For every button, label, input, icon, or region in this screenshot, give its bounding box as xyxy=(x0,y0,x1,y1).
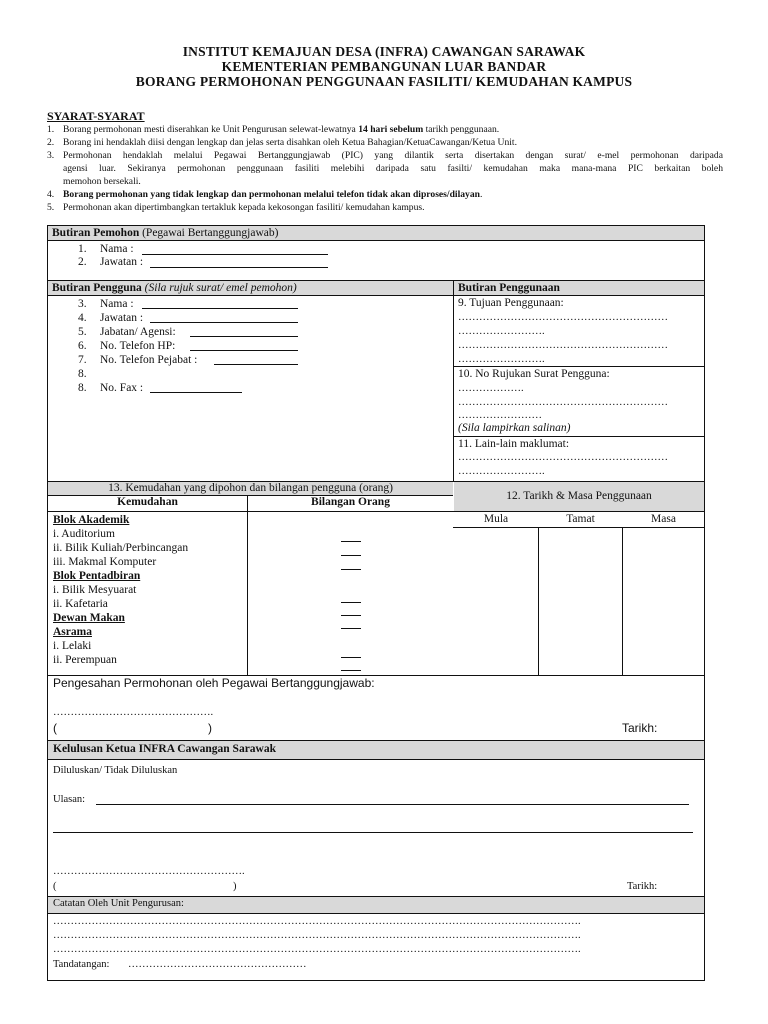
condition-num: 1. xyxy=(47,124,55,135)
purpose-dots[interactable]: …………………………………………………… xyxy=(458,312,668,323)
condition-text: Permohonan akan dipertimbangkan tertakluk kepada kekosongan fasiliti/ kemudahan kampus. xyxy=(63,202,425,213)
ref-dots[interactable]: …………………………………………………… xyxy=(458,397,668,408)
user-heading: Butiran Pengguna (Sila rujuk surat/ emel pemohon) xyxy=(52,282,297,294)
schedule-title: 12. Tarikh & Masa Penggunaan xyxy=(506,490,652,502)
condition-bold: 14 hari sebelum xyxy=(358,124,424,135)
other-info-dots[interactable]: ……………………. xyxy=(458,466,545,477)
user-fields xyxy=(78,297,197,395)
end-date-cell[interactable] xyxy=(539,528,622,675)
user-agency-line[interactable] xyxy=(190,336,298,337)
count-input[interactable] xyxy=(341,657,361,658)
condition-text: . xyxy=(479,189,483,200)
time-col-header: Masa xyxy=(651,513,676,525)
condition-item xyxy=(47,149,723,188)
remark-line[interactable] xyxy=(96,804,689,805)
count-input[interactable] xyxy=(341,602,361,603)
count-col-header: Bilangan Orang xyxy=(311,496,390,508)
user-office-phone-line[interactable] xyxy=(214,364,298,365)
facility-group-hostel: Asrama xyxy=(53,626,92,638)
condition-num: 2. xyxy=(47,137,55,148)
condition-text: memohon bersekali. xyxy=(63,176,141,187)
user-position-line[interactable] xyxy=(150,322,298,323)
facility-cafeteria[interactable]: ii. Kafetaria xyxy=(53,598,108,610)
endorsement-date-label: Tarikh: xyxy=(622,721,658,735)
conditions-heading: SYARAT-SYARAT xyxy=(47,109,145,123)
condition-bold: Borang permohonan yang tidak lengkap dan permohonan melalui telefon tidak akan diproses/dilayan xyxy=(63,189,480,200)
facility-hostel-male[interactable]: i. Lelaki xyxy=(53,640,92,652)
condition-text: Borang permohonan mesti diserahkan ke Unit Pengurusan selewat-lewatnya xyxy=(63,124,359,135)
other-info-label: 11. Lain-lain maklumat: xyxy=(458,438,570,450)
form-title: BORANG PERMOHONAN PENGGUNAAN FASILITI/ KEMUDAHAN KAMPUS xyxy=(135,74,633,89)
facility-lecture-room[interactable]: ii. Bilik Kuliah/Perbincangan xyxy=(53,542,189,554)
condition-num: 4. xyxy=(47,189,55,200)
facility-dining-hall[interactable]: Dewan Makan xyxy=(53,612,125,624)
remark-line[interactable] xyxy=(53,832,693,833)
user-name-line[interactable] xyxy=(142,308,298,309)
header-line-2: KEMENTERIAN PEMBANGUNAN LUAR BANDAR xyxy=(221,59,547,74)
applicant-name-field[interactable]: 1. Nama : xyxy=(78,243,134,255)
user-position-field[interactable]: 4. Jawatan : xyxy=(78,312,144,324)
user-mobile-line[interactable] xyxy=(190,350,298,351)
conditions-list xyxy=(47,123,723,214)
condition-num: 5. xyxy=(47,202,55,213)
count-input[interactable] xyxy=(341,615,361,616)
notes-line[interactable]: ……………………………………………………………………………………………………………………………………. xyxy=(53,930,581,941)
other-info-dots[interactable]: …………………………………………………… xyxy=(458,452,668,463)
endorsement-paren-open: ( xyxy=(53,721,57,735)
notes-line[interactable]: ……………………………………………………………………………………………………………………………………. xyxy=(53,916,581,927)
endorsement-paren-close: ) xyxy=(208,721,212,735)
facility-meeting-room[interactable]: i. Bilik Mesyuarat xyxy=(53,584,137,596)
user-office-phone-field[interactable]: 7. No. Telefon Pejabat : xyxy=(78,354,198,366)
condition-text: Borang ini hendaklah diisi dengan lengkap dan jelas serta disahkan oleh Ketua Bahagian/KetuaCawangan/Ketua Unit. xyxy=(63,137,517,148)
usage-heading: Butiran Penggunaan xyxy=(458,282,560,294)
purpose-dots[interactable]: ……………………. xyxy=(458,354,545,365)
user-name-field[interactable]: 3. Nama : xyxy=(78,298,134,310)
start-date-cell[interactable] xyxy=(454,528,538,675)
ref-dots[interactable]: ………………. xyxy=(458,383,524,394)
time-cell[interactable] xyxy=(623,528,704,675)
facility-col-header: Kemudahan xyxy=(117,496,178,508)
endorsement-label: Pengesahan Permohonan oleh Pegawai Bertanggungjawab: xyxy=(53,676,375,690)
condition-item xyxy=(47,201,723,214)
header-line-1: INSTITUT KEMAJUAN DESA (INFRA) CAWANGAN SARAWAK xyxy=(182,44,586,59)
purpose-dots[interactable]: ……………………. xyxy=(458,326,545,337)
condition-num: 3. xyxy=(47,150,55,161)
condition-item xyxy=(47,136,723,149)
facility-group-academic: Blok Akademik xyxy=(53,514,130,526)
facility-computer-lab[interactable]: iii. Makmal Komputer xyxy=(53,556,157,568)
purpose-dots[interactable]: …………………………………………………… xyxy=(458,340,668,351)
user-blank-field[interactable]: 8. xyxy=(78,368,87,380)
remark-label: Ulasan: xyxy=(53,794,86,805)
applicant-position-line[interactable] xyxy=(150,267,328,268)
count-input[interactable] xyxy=(341,670,361,671)
attach-note: (Sila lampirkan salinan) xyxy=(458,422,571,434)
facility-auditorium[interactable]: i. Auditorium xyxy=(53,528,115,540)
signature-label: Tandatangan: xyxy=(53,959,110,970)
facility-hostel-female[interactable]: ii. Perempuan xyxy=(53,654,117,666)
user-fax-line[interactable] xyxy=(150,392,242,393)
condition-text: tarikh penggunaan. xyxy=(423,124,500,135)
approval-paren-close: ) xyxy=(233,881,237,892)
condition-item xyxy=(47,123,723,136)
count-input[interactable] xyxy=(341,555,361,556)
notes-line[interactable]: ……………………………………………………………………………………………………………………………………. xyxy=(53,944,581,955)
user-agency-field[interactable]: 5. Jabatan/ Agensi: xyxy=(78,326,176,338)
facility-section-title: 13. Kemudahan yang dipohon dan bilangan pengguna (orang) xyxy=(108,482,393,494)
facility-group-admin: Blok Pentadbiran xyxy=(53,570,141,582)
user-mobile-field[interactable]: 6. No. Telefon HP: xyxy=(78,340,176,352)
user-fax-field[interactable]: 8. No. Fax : xyxy=(78,382,144,394)
facility-list xyxy=(53,513,188,667)
count-input[interactable] xyxy=(341,628,361,629)
end-col-header: Tamat xyxy=(566,513,595,525)
approval-signature-dots[interactable]: ………………………………………………. xyxy=(53,866,245,877)
notes-heading: Catatan Oleh Unit Pengurusan: xyxy=(53,898,184,909)
approval-date-label: Tarikh: xyxy=(627,881,658,892)
signature-dots[interactable]: …………………………………………… xyxy=(128,959,307,970)
approval-heading: Kelulusan Ketua INFRA Cawangan Sarawak xyxy=(53,743,277,755)
applicant-heading: Butiran Pemohon (Pegawai Bertanggungjawab) xyxy=(52,227,279,239)
condition-item xyxy=(47,188,723,201)
applicant-position-field[interactable]: 2. Jawatan : xyxy=(78,256,144,268)
applicant-name-line[interactable] xyxy=(142,254,328,255)
endorsement-signature-dots[interactable]: ………………………………………. xyxy=(53,707,214,718)
count-input[interactable] xyxy=(341,569,361,570)
condition-text: Permohonan hendaklah melalui Pegawai Bertanggungjawab (PIC) yang dilantik serta disertakan dengan surat/ e-mel permohonan daripada xyxy=(63,150,723,161)
approval-status[interactable]: Diluluskan/ Tidak Diluluskan xyxy=(53,765,178,776)
ref-label: 10. No Rujukan Surat Pengguna: xyxy=(458,368,610,380)
approval-paren-open: ( xyxy=(53,881,57,892)
start-col-header: Mula xyxy=(483,513,509,525)
purpose-label: 9. Tujuan Penggunaan: xyxy=(458,297,564,309)
ref-dots[interactable]: …………………… xyxy=(458,410,542,421)
condition-text: agensi luar. Sekiranya permohonan penggunaan fasiliti melebihi daripada satu fasilti/ kemudahan maka mana-mana PIC berkaitan boleh xyxy=(63,163,723,174)
count-input[interactable] xyxy=(341,541,361,542)
